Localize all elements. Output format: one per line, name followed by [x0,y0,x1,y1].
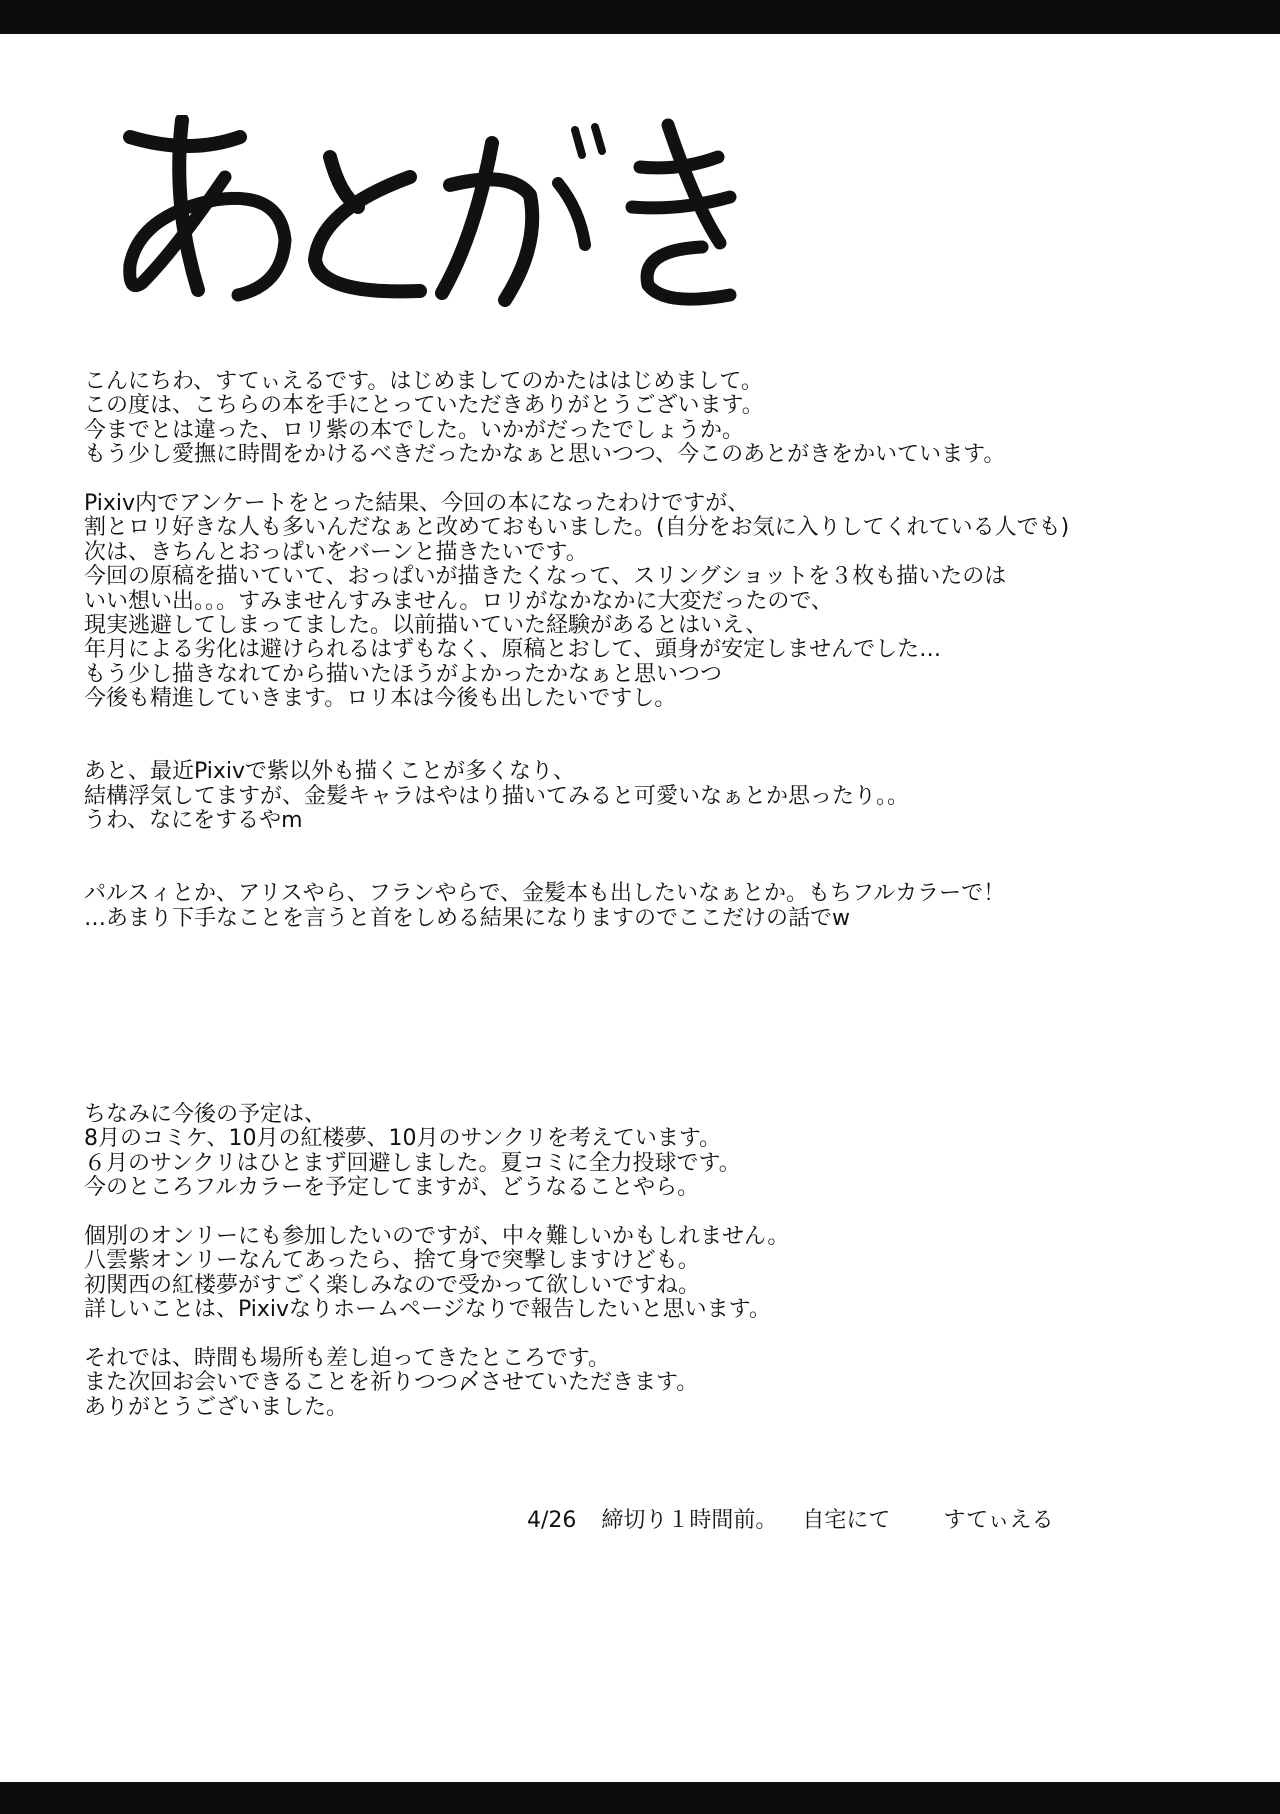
text-line: もう少し描きなれてから描いたほうがよかったかなぁと思いつつ [84,661,723,687]
signature-place: 自宅にて [802,1508,891,1533]
paragraph-gap [84,711,1224,760]
text-line: ちなみに今後の予定は、 [84,1102,327,1128]
text-line: こんにちわ、すてぃえるです。はじめましてのかたははじめまして。 [84,369,763,394]
text-line: 割とロリ好きな人も多いんだなぁと改めておもいました。(自分をお気に入りしてくれている人でも) [84,515,1070,541]
signature-author: すてぃえる [943,1508,1054,1533]
paragraph-gap [84,931,1224,1103]
text-line: ６月のサンクリはひとまず回避しました。夏コミに全力投球です。 [84,1150,741,1176]
text-line: 今後も精進していきます。ロリ本は今後も出したいですし。 [84,686,677,712]
text-line: うわ、なにをするやm [84,808,303,834]
text-line: 8月のコミケ、10月の紅楼夢、10月のサンクリを考えています。 [84,1126,722,1152]
text-line: あと、最近Pixivで紫以外も描くことが多くなり、 [84,759,576,785]
bottom-scan-border [0,1782,1280,1814]
text-line: 年月による劣化は避けられるはずもなく、原稿とおして、頭身が安定しませんでした… [84,637,942,663]
text-line: 現実逃避してしまってました。以前描いていた経験があるとはいえ、 [84,612,768,638]
text-line: ありがとうございました。 [84,1394,349,1420]
text-line: また次回お会いできることを祈りつつ〆させていただきます。 [84,1370,699,1396]
text-line: …あまり下手なことを言うと首をしめる結果になりますのでここだけの話でw [84,905,850,931]
paragraph-gap [84,1201,1224,1225]
text-line: 今までとは違った、ロリ紫の本でした。いかがだったでしょうか。 [84,417,745,443]
text-line: パルスィとか、アリスやら、フランやらで、金髪本も出したいなぁとか。もちフルカラーで！ [84,881,1006,907]
text-line: 今回の原稿を描いていて、おっぱいが描きたくなって、スリングショットを３枚も描いたのは [84,564,1007,590]
text-line: 詳しいことは、Pixivなりホームページなりで報告したいと思います。 [84,1297,771,1323]
text-line: 八雲紫オンリーなんてあったら、捨て身で突撃しますけども。 [84,1248,700,1274]
signature-line [527,1508,1054,1534]
signature-note: 締切り１時間前。 [601,1508,778,1533]
paragraph-gap [84,1323,1224,1347]
text-line: 結構浮気してますが、金髪キャラはやはり描いてみると可愛いなぁとか思ったり。。 [84,783,910,809]
text-line: それでは、時間も場所も差し迫ってきたところです。 [84,1345,611,1371]
page-title [120,115,740,315]
top-scan-border [0,0,1280,34]
afterword-body [84,370,1224,1420]
signature-date: 4/26 [527,1508,577,1533]
text-line: 次は、きちんとおっぱいをバーンと描きたいです。 [84,539,588,565]
paragraph-gap [84,468,1224,492]
text-line: いい想い出。。。すみませんすみません。ロリがなかなかに大変だったので、 [84,588,833,614]
text-line: もう少し愛撫に時間をかけるべきだったかなぁと思いつつ、今このあとがきをかいています。 [84,442,1006,468]
text-line: 個別のオンリーにも参加したいのですが、中々難しいかもしれません。 [84,1223,790,1249]
paragraph-gap [84,833,1224,882]
handwritten-title-art [120,115,740,315]
text-line: 初関西の紅楼夢がすごく楽しみなので受かって欲しいですね。 [84,1272,701,1298]
text-line: Pixiv内でアンケートをとった結果、今回の本になったわけですが、 [84,490,750,516]
text-line: 今のところフルカラーを予定してますが、どうなることやら。 [84,1175,700,1201]
text-line: この度は、こちらの本を手にとっていただきありがとうございます。 [84,393,764,419]
